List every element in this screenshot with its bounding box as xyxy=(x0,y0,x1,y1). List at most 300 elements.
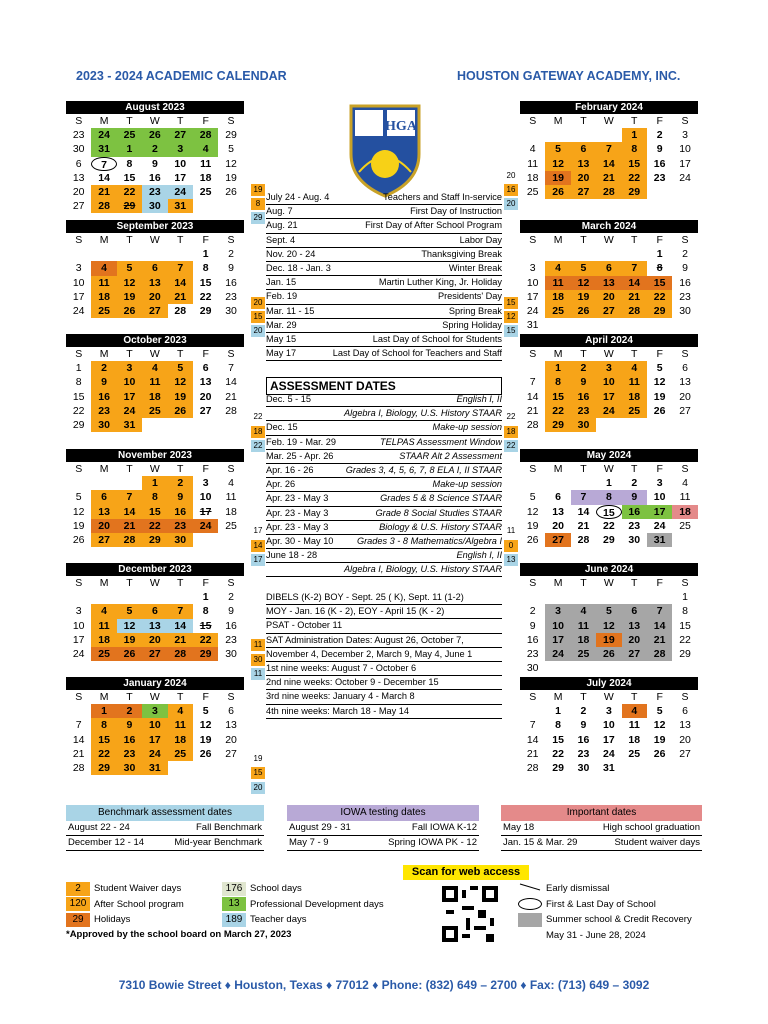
row-date: Dec. 15 xyxy=(266,422,298,433)
day-cell: 19 xyxy=(117,290,142,304)
weekday-label: T xyxy=(580,691,587,703)
weekday-label: S xyxy=(75,234,83,246)
legend-left xyxy=(66,881,184,928)
note-row: 2nd nine weeks: October 9 - December 15 xyxy=(266,676,502,690)
day-cell: 29 xyxy=(117,199,142,213)
day-cell: 25 xyxy=(199,185,212,198)
weekday-label: S xyxy=(529,115,537,127)
day-cell: 13 xyxy=(679,719,691,732)
row-date: July 24 - Aug. 4 xyxy=(266,192,330,202)
notes-list xyxy=(266,591,502,719)
weekday-label: F xyxy=(202,234,209,246)
day-cell: 30 xyxy=(72,143,85,156)
week-row xyxy=(66,247,244,261)
assessment-title: ASSESSMENT DATES xyxy=(266,377,502,395)
day-cell xyxy=(571,247,596,261)
row-date: Apr. 30 - May 10 xyxy=(266,535,334,546)
day-cell xyxy=(596,418,621,432)
weekday-label: W xyxy=(149,115,160,127)
day-cell: 24 xyxy=(72,647,85,660)
day-cell xyxy=(91,476,116,490)
day-cell: 4 xyxy=(142,361,167,375)
week-row xyxy=(520,505,698,519)
row-date: December 12 - 14 xyxy=(68,837,145,848)
day-cell: 4 xyxy=(571,604,596,618)
day-cell: 20 xyxy=(72,185,85,198)
legend-first-last: First & Last Day of School xyxy=(546,898,656,910)
day-cell: 4 xyxy=(168,704,193,718)
day-cell: 9 xyxy=(580,719,587,732)
day-cell xyxy=(672,533,697,547)
weekday-label: S xyxy=(681,463,689,475)
day-cell: 16 xyxy=(526,633,539,646)
week-row xyxy=(66,590,244,604)
day-cell: 2 xyxy=(571,361,596,375)
row-description: Teachers and Staff In-service xyxy=(383,192,502,202)
calendar-title: 2023 - 2024 ACADEMIC CALENDAR xyxy=(76,69,287,83)
weekday-label: T xyxy=(126,691,133,703)
day-cell: 29 xyxy=(72,418,85,431)
week-row xyxy=(520,704,698,718)
list-row xyxy=(266,219,502,233)
day-cell xyxy=(168,590,193,604)
day-cell: 8 xyxy=(656,262,663,275)
day-cell: 23 xyxy=(628,519,641,532)
row-date: Nov. 20 - 24 xyxy=(266,248,316,259)
day-cell: 19 xyxy=(117,633,142,647)
day-cell: 24 xyxy=(603,747,615,760)
day-cell: 1 xyxy=(142,476,167,490)
day-cell: 18 xyxy=(91,290,116,304)
row-description: High school graduation xyxy=(602,822,700,833)
week-row xyxy=(66,604,244,618)
day-cell xyxy=(520,476,545,490)
day-cell: 7 xyxy=(529,376,536,389)
weekday-label: S xyxy=(529,234,537,246)
row-date: Feb. 19 - Mar. 29 xyxy=(266,436,336,447)
day-cell: 12 xyxy=(571,276,596,290)
week-row xyxy=(66,633,244,647)
week-row xyxy=(66,418,244,432)
day-cell: 1 xyxy=(202,248,209,261)
day-cell: 10 xyxy=(174,157,187,170)
row-date: Apr. 23 - May 3 xyxy=(266,521,329,532)
day-cell: 26 xyxy=(571,304,596,318)
day-cell: 22 xyxy=(117,185,142,199)
list-row xyxy=(266,290,502,304)
day-cell: 5 xyxy=(656,705,663,718)
day-cell: 7 xyxy=(117,490,142,504)
day-cell: 3 xyxy=(605,705,612,718)
count-marker: 29 xyxy=(251,212,265,224)
legend-row xyxy=(222,881,384,897)
day-cell: 24 xyxy=(596,404,621,418)
day-cell: 28 xyxy=(647,647,672,661)
legend-row xyxy=(66,881,184,897)
day-cell xyxy=(193,418,218,432)
weekday-header xyxy=(520,690,698,704)
row-description: Spring Break xyxy=(448,305,502,316)
weekday-label: W xyxy=(149,691,160,703)
day-cell: 18 xyxy=(622,390,647,404)
day-cell: 2 xyxy=(529,605,536,618)
day-cell: 14 xyxy=(225,376,237,389)
day-cell: 6 xyxy=(596,261,621,275)
week-row xyxy=(520,533,698,547)
day-cell: 21 xyxy=(117,519,142,533)
weekday-label: S xyxy=(529,691,537,703)
day-cell: 27 xyxy=(225,747,237,760)
day-cell: 15 xyxy=(647,276,672,290)
day-cell: 29 xyxy=(142,533,167,547)
day-cell xyxy=(117,476,142,490)
day-cell: 10 xyxy=(653,491,666,504)
count-marker: 20 xyxy=(251,297,265,309)
row-date: Dec. 5 - 15 xyxy=(266,394,311,404)
row-date: August 29 - 31 xyxy=(289,822,351,833)
important-box xyxy=(501,805,702,851)
day-cell: 16 xyxy=(149,171,161,184)
day-cell: 19 xyxy=(72,519,85,532)
day-cell: 25 xyxy=(622,404,647,418)
note-row: 4th nine weeks: March 18 - May 14 xyxy=(266,705,502,719)
row-description: Fall Benchmark xyxy=(196,822,262,833)
count-marker: 19 xyxy=(253,754,263,763)
weekday-label: T xyxy=(177,463,184,475)
count-marker: 20 xyxy=(251,782,265,794)
count-marker: 22 xyxy=(506,412,516,421)
count-marker: 15 xyxy=(504,325,518,337)
weekday-label: T xyxy=(177,234,184,246)
week-row xyxy=(520,390,698,404)
day-cell xyxy=(168,247,193,261)
note-row: PSAT - October 11 xyxy=(266,619,502,633)
day-cell: 14 xyxy=(117,505,142,519)
row-description: Algebra I, Biology, U.S. History STAAR xyxy=(344,564,502,575)
day-cell: 24 xyxy=(91,128,116,142)
week-row xyxy=(520,633,698,647)
day-cell: 7 xyxy=(596,142,621,156)
day-cell: 10 xyxy=(603,719,615,732)
day-cell xyxy=(596,590,621,604)
weekday-label: T xyxy=(631,691,638,703)
day-cell: 15 xyxy=(91,733,116,747)
day-cell: 20 xyxy=(142,633,167,647)
day-cell: 11 xyxy=(545,276,570,290)
day-cell: 13 xyxy=(679,376,691,389)
day-cell: 2 xyxy=(631,477,638,490)
day-cell xyxy=(596,318,621,332)
weekday-label: S xyxy=(529,577,537,589)
weekday-label: M xyxy=(553,348,563,360)
day-cell: 15 xyxy=(679,619,691,632)
day-cell: 11 xyxy=(679,491,691,504)
day-cell: 21 xyxy=(168,290,193,304)
weekday-label: S xyxy=(75,115,83,127)
list-row xyxy=(266,347,502,361)
list-row xyxy=(266,407,502,421)
count-marker: 22 xyxy=(253,412,263,421)
month-calendar xyxy=(66,677,244,775)
day-cell: 20 xyxy=(552,519,564,532)
day-cell: 6 xyxy=(142,261,167,275)
row-date: May 18 xyxy=(503,822,535,833)
day-cell: 18 xyxy=(225,505,237,518)
day-cell: 10 xyxy=(545,619,570,633)
day-cell: 16 xyxy=(622,505,647,519)
week-row xyxy=(66,490,244,504)
legend-label: Holidays xyxy=(94,914,131,926)
day-cell: 6 xyxy=(555,491,561,504)
count-marker: 19 xyxy=(251,184,265,196)
legend-label: Professional Development days xyxy=(250,898,384,910)
day-cell: 10 xyxy=(72,619,85,632)
row-description: Grades 3, 4, 5, 6, 7, 8 ELA I, II STAAR xyxy=(345,464,502,475)
day-cell xyxy=(571,661,596,675)
day-cell: 29 xyxy=(679,647,691,660)
day-cell: 25 xyxy=(225,519,237,532)
day-cell: 27 xyxy=(142,304,167,318)
day-cell: 8 xyxy=(75,376,82,389)
day-cell: 25 xyxy=(679,519,691,532)
day-cell: 22 xyxy=(91,747,116,761)
day-cell: 22 xyxy=(603,519,615,532)
day-cell: 12 xyxy=(168,375,193,389)
qr-code[interactable] xyxy=(442,886,498,942)
day-cell xyxy=(672,418,697,432)
day-cell: 31 xyxy=(647,533,672,547)
day-cell: 30 xyxy=(91,418,116,432)
day-cell: 2 xyxy=(682,248,688,261)
row-description: Algebra I, Biology, U.S. History STAAR xyxy=(344,408,502,419)
count-marker: 16 xyxy=(504,184,518,196)
month-calendar xyxy=(520,677,698,775)
day-cell: 13 xyxy=(225,719,237,732)
legend-label: School days xyxy=(250,883,302,895)
day-cell: 14 xyxy=(647,619,672,633)
day-cell xyxy=(545,128,570,142)
weekday-header xyxy=(520,233,698,247)
day-cell: 29 xyxy=(225,129,237,142)
month-calendar xyxy=(66,449,244,547)
day-cell: 28 xyxy=(168,647,193,661)
week-row xyxy=(520,142,698,156)
day-cell: 16 xyxy=(653,157,666,170)
day-cell: 13 xyxy=(142,276,167,290)
day-cell: 1 xyxy=(605,477,612,490)
day-cell: 26 xyxy=(117,304,142,318)
weekday-label: T xyxy=(580,234,587,246)
week-row xyxy=(520,375,698,389)
day-cell: 17 xyxy=(72,290,85,303)
day-cell xyxy=(66,247,91,261)
day-cell: 6 xyxy=(682,362,688,375)
day-cell xyxy=(142,418,167,432)
day-cell: 31 xyxy=(168,199,193,213)
weekday-label: T xyxy=(177,577,184,589)
day-cell: 27 xyxy=(679,747,691,760)
weekday-label: T xyxy=(580,463,587,475)
list-row xyxy=(266,305,502,319)
row-date: Jan. 15 xyxy=(266,277,297,288)
legend-swatch: 120 xyxy=(66,897,90,911)
approval-note: *Approved by the school board on March 27, 2023 xyxy=(66,929,292,940)
day-cell: 19 xyxy=(545,171,570,185)
day-cell: 28 xyxy=(526,418,539,431)
day-cell: 21 xyxy=(622,290,647,304)
day-cell: 9 xyxy=(168,490,193,504)
weekday-label: T xyxy=(631,577,638,589)
weekday-label: M xyxy=(553,577,563,589)
day-cell: 23 xyxy=(225,290,237,303)
week-row xyxy=(520,733,698,747)
day-cell: 27 xyxy=(596,304,621,318)
day-cell: 3 xyxy=(75,262,82,275)
week-row xyxy=(66,157,244,171)
day-cell: 5 xyxy=(228,143,234,156)
day-cell: 7 xyxy=(168,604,193,618)
day-cell: 25 xyxy=(168,747,193,761)
day-cell: 3 xyxy=(656,477,663,490)
day-cell: 23 xyxy=(571,404,596,418)
day-cell: 5 xyxy=(596,604,621,618)
note-row: 1st nine weeks: August 7 - October 6 xyxy=(266,662,502,676)
day-cell: 17 xyxy=(142,733,167,747)
day-cell: 13 xyxy=(72,171,85,184)
week-row xyxy=(520,157,698,171)
day-cell xyxy=(622,418,647,432)
day-cell: 10 xyxy=(596,375,621,389)
day-cell: 23 xyxy=(679,290,691,303)
list-row xyxy=(266,507,502,521)
weekday-label: M xyxy=(553,234,563,246)
day-cell: 31 xyxy=(603,761,615,774)
row-description: First Day of Instruction xyxy=(410,206,502,217)
day-cell: 18 xyxy=(199,171,212,184)
weekday-label: T xyxy=(631,463,638,475)
list-row xyxy=(266,191,502,205)
week-row xyxy=(66,171,244,185)
day-cell: 5 xyxy=(656,362,663,375)
day-cell: 30 xyxy=(679,304,691,317)
day-cell: 20 xyxy=(142,290,167,304)
day-cell: 16 xyxy=(91,390,116,404)
day-cell: 15 xyxy=(142,505,167,519)
weekday-label: W xyxy=(149,463,160,475)
month-header: March 2024 xyxy=(520,220,698,233)
day-cell xyxy=(193,533,218,547)
week-row xyxy=(66,142,244,156)
weekday-label: W xyxy=(149,577,160,589)
count-marker: 18 xyxy=(251,426,265,438)
row-description: STAAR Alt 2 Assessment xyxy=(399,450,502,461)
day-cell: 11 xyxy=(622,375,647,389)
day-cell: 20 xyxy=(199,390,212,403)
day-cell: 14 xyxy=(168,276,193,290)
benchmark-title: Benchmark assessment dates xyxy=(66,805,264,821)
day-cell xyxy=(571,476,596,490)
legend-label: Teacher days xyxy=(250,914,307,926)
day-cell: 9 xyxy=(571,375,596,389)
day-cell: 22 xyxy=(679,633,691,646)
week-row xyxy=(66,476,244,490)
week-row xyxy=(520,718,698,732)
day-cell: 15 xyxy=(199,276,212,289)
day-cell: 2 xyxy=(168,476,193,490)
list-row xyxy=(266,205,502,219)
week-row xyxy=(66,761,244,775)
day-cell: 1 xyxy=(545,361,570,375)
count-marker: 15 xyxy=(251,767,265,779)
day-cell: 23 xyxy=(225,633,237,646)
weekday-label: T xyxy=(177,115,184,127)
weekday-label: F xyxy=(202,463,209,475)
count-marker: 11 xyxy=(251,668,265,680)
day-cell: 21 xyxy=(647,633,672,647)
day-cell: 24 xyxy=(72,304,85,317)
circle-icon xyxy=(518,898,542,910)
legend-right xyxy=(518,881,692,943)
day-cell: 1 xyxy=(91,704,116,718)
day-cell: 9 xyxy=(91,375,116,389)
count-marker: 8 xyxy=(251,198,265,210)
week-row xyxy=(66,647,244,661)
weekday-label: T xyxy=(580,115,587,127)
day-cell: 9 xyxy=(117,718,142,732)
day-cell: 14 xyxy=(526,733,539,746)
day-cell: 29 xyxy=(199,304,212,317)
day-cell xyxy=(571,128,596,142)
day-cell: 27 xyxy=(91,533,116,547)
day-cell: 24 xyxy=(193,519,218,533)
day-cell: 11 xyxy=(571,619,596,633)
week-row xyxy=(520,476,698,490)
day-cell: 11 xyxy=(91,276,116,290)
day-cell: 29 xyxy=(603,533,615,546)
weekday-label: T xyxy=(631,348,638,360)
day-cell: 21 xyxy=(91,185,116,199)
weekday-label: S xyxy=(681,348,689,360)
weekday-label: W xyxy=(603,463,614,475)
day-cell: 29 xyxy=(91,761,116,775)
day-cell: 1 xyxy=(117,142,142,156)
weekday-label: F xyxy=(656,115,663,127)
row-date: Aug. 21 xyxy=(266,220,298,231)
month-calendar xyxy=(520,220,698,332)
day-cell: 23 xyxy=(653,171,666,184)
row-date: Mar. 25 - Apr. 26 xyxy=(266,450,334,461)
day-cell: 20 xyxy=(622,633,647,647)
weekday-header xyxy=(520,462,698,476)
day-cell xyxy=(596,128,621,142)
day-cell: 10 xyxy=(526,276,539,289)
day-cell: 17 xyxy=(647,505,672,519)
row-date: Apr. 23 - May 3 xyxy=(266,507,329,518)
day-cell: 17 xyxy=(596,390,621,404)
month-header: May 2024 xyxy=(520,449,698,462)
list-row xyxy=(266,319,502,333)
day-cell: 12 xyxy=(526,505,539,518)
week-row xyxy=(520,647,698,661)
day-cell: 19 xyxy=(653,390,666,403)
row-description: Grades 5 & 8 Science STAAR xyxy=(380,493,502,504)
day-cell: 25 xyxy=(91,647,116,661)
day-cell: 23 xyxy=(117,747,142,761)
weekday-label: M xyxy=(553,463,563,475)
day-cell: 6 xyxy=(75,157,82,170)
day-cell: 30 xyxy=(168,533,193,547)
day-cell xyxy=(117,247,142,261)
